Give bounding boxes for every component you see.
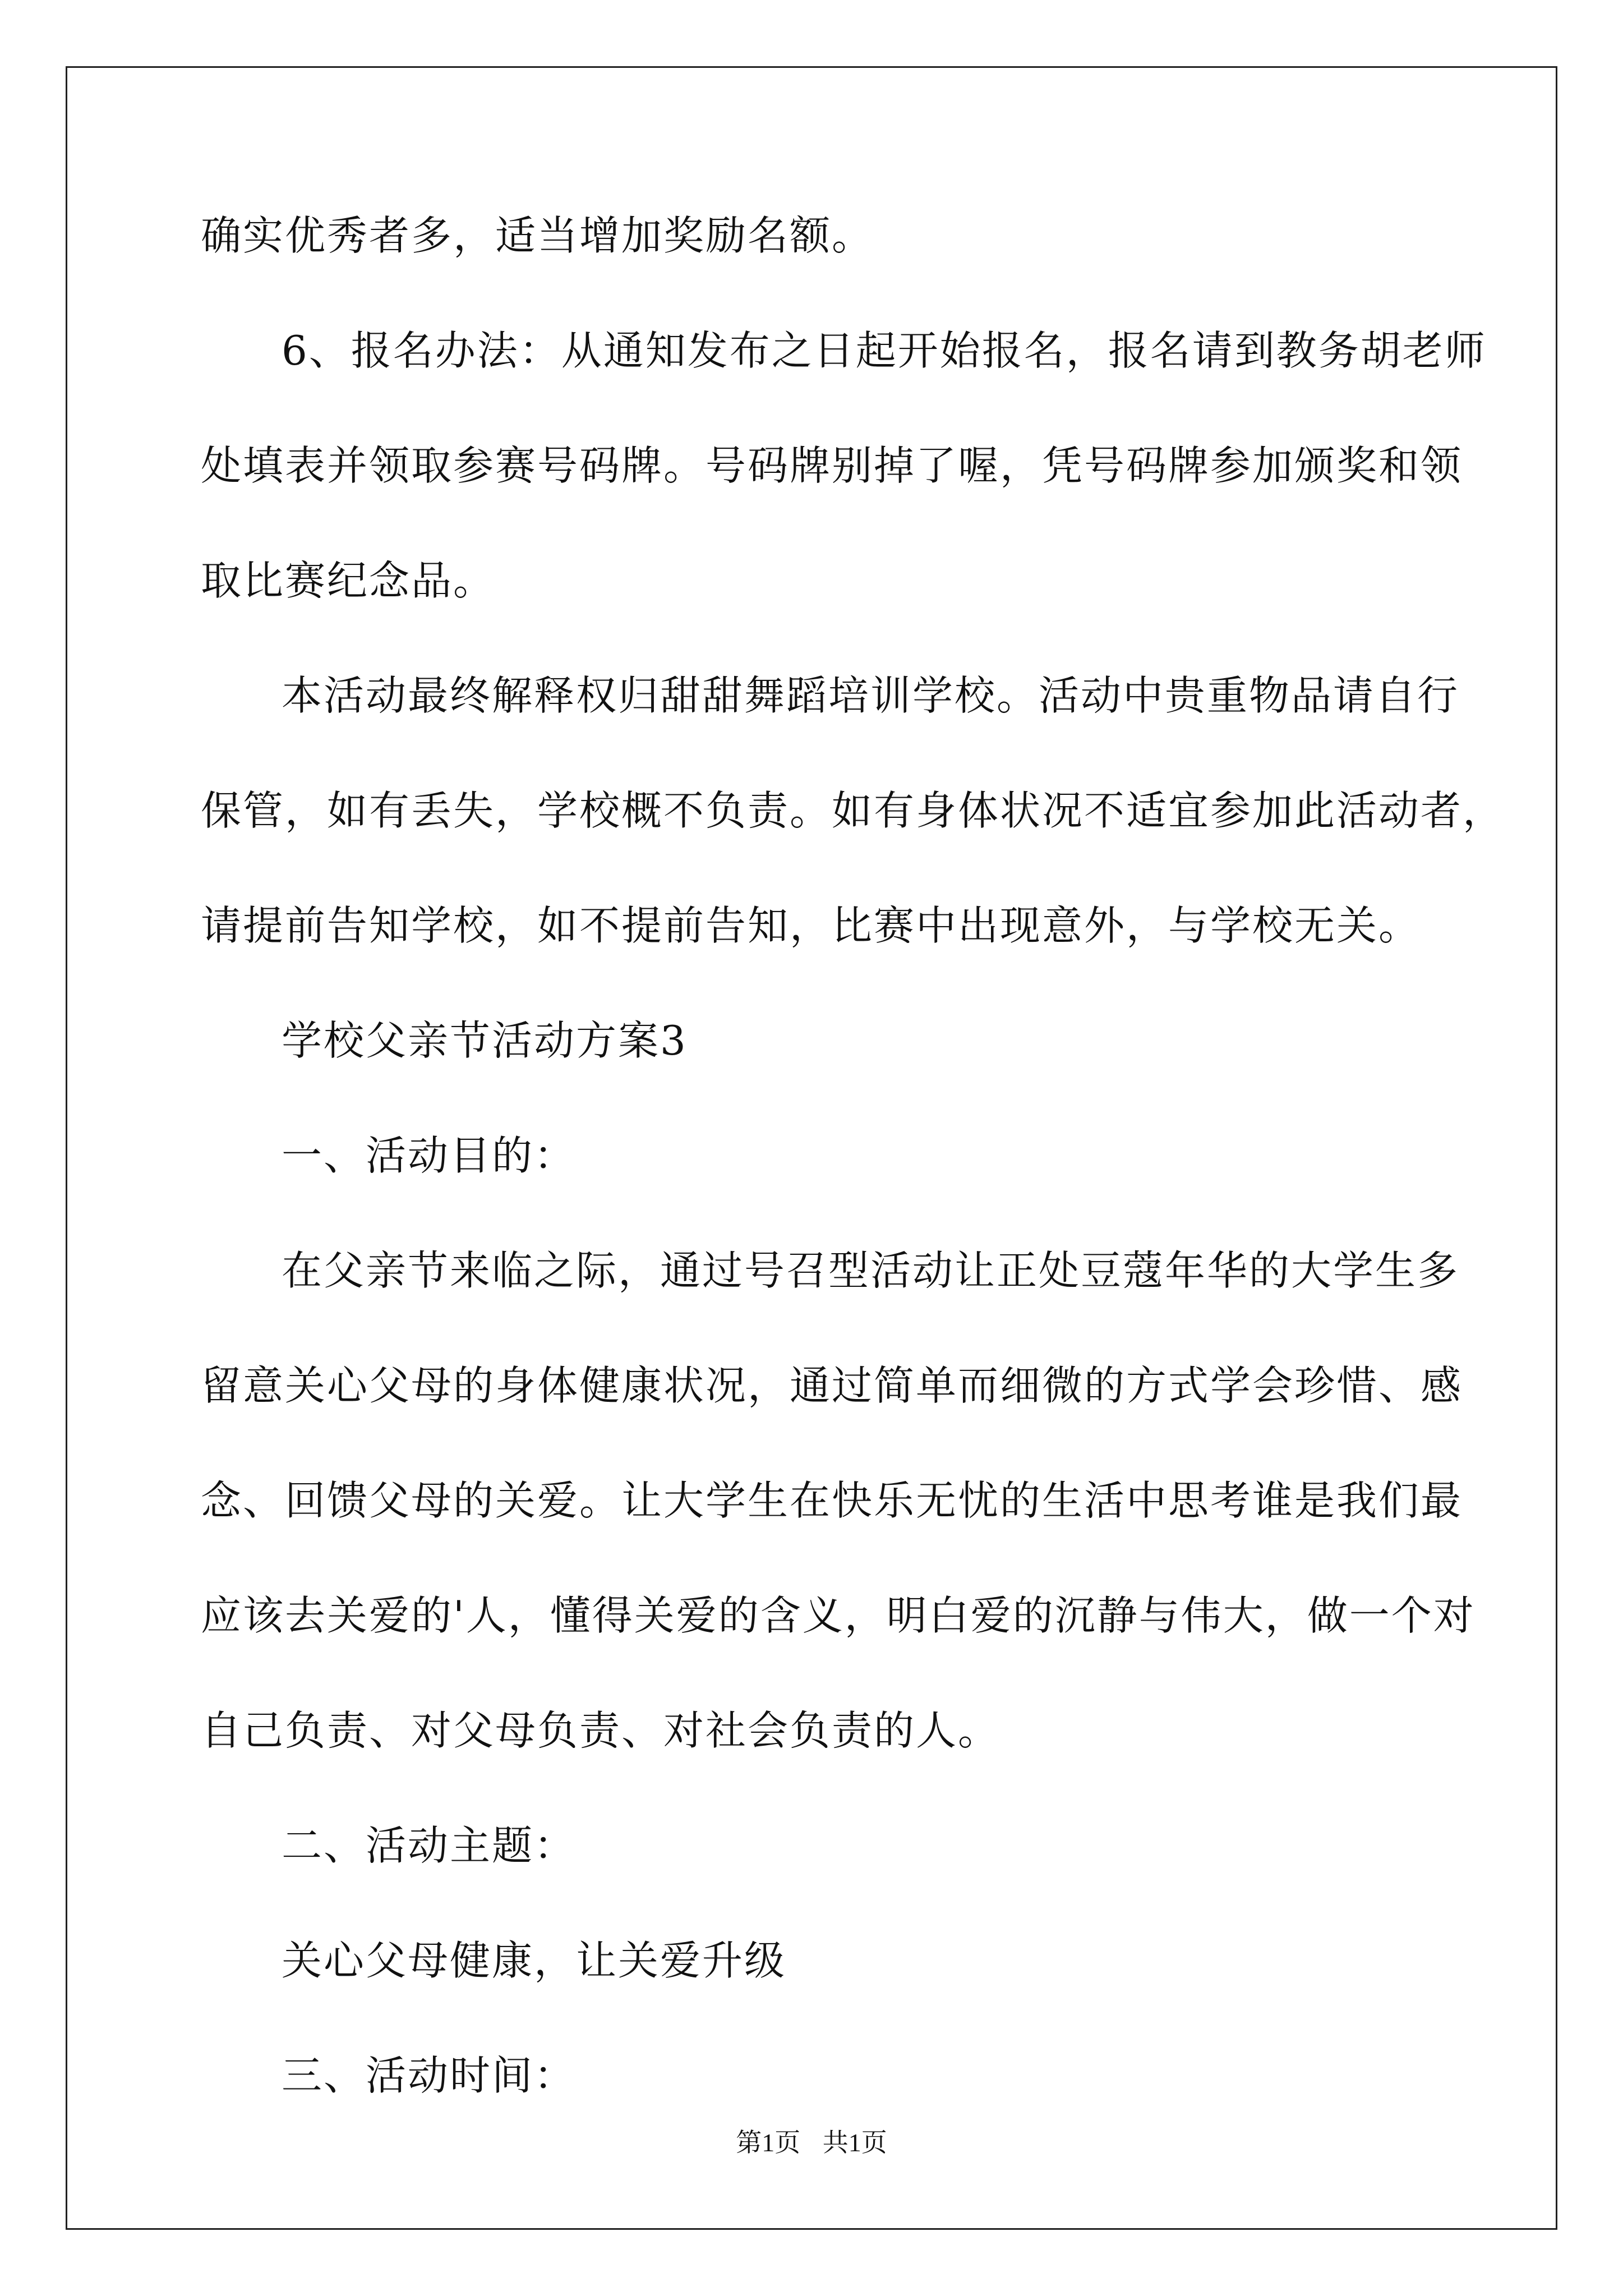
page-total: 共1页 — [822, 2128, 887, 2157]
text-line: 念、回馈父母的关爱。让大学生在快乐无忧的生活中思考谁是我们最 — [201, 1477, 1463, 1524]
text-line: 确实优秀者多，适当增加奖励名额。 — [201, 212, 874, 259]
text-line: 在父亲节来临之际，通过号召型活动让正处豆蔻年华的大学生多 — [282, 1247, 1460, 1294]
text-line: 关心父母健康，让关爱升级 — [282, 1937, 787, 1984]
page-footer — [0, 2126, 1623, 2160]
text-line: 自己负责、对父母负责、对社会负责的人。 — [201, 1707, 1000, 1754]
text-line: 请提前告知学校，如不提前告知，比赛中出现意外，与学校无关。 — [201, 902, 1421, 949]
text-line: 应该去关爱的'人，懂得关爱的含义，明白爱的沉静与伟大，做一个对 — [201, 1592, 1476, 1639]
section-heading: 三、活动时间： — [282, 2052, 577, 2099]
section-heading: 二、活动主题： — [282, 1822, 577, 1869]
text-line: 留意关心父母的身体健康状况，通过简单而细微的方式学会珍惜、感 — [201, 1362, 1463, 1409]
section-heading: 学校父亲节活动方案3 — [282, 1017, 688, 1064]
section-heading: 一、活动目的： — [282, 1132, 577, 1179]
text-line: 取比赛纪念品。 — [201, 557, 496, 604]
text-line: 6、报名办法：从通知发布之日起开始报名，报名请到教务胡老师 — [282, 327, 1487, 374]
text-line: 处填表并领取参赛号码牌。号码牌别掉了喔，凭号码牌参加颁奖和领 — [201, 442, 1463, 489]
text-line: 保管，如有丢失，学校概不负责。如有身体状况不适宜参加此活动者， — [201, 787, 1505, 834]
page-number: 第1页 — [736, 2128, 801, 2157]
text-line: 本活动最终解释权归甜甜舞蹈培训学校。活动中贵重物品请自行 — [282, 672, 1460, 719]
